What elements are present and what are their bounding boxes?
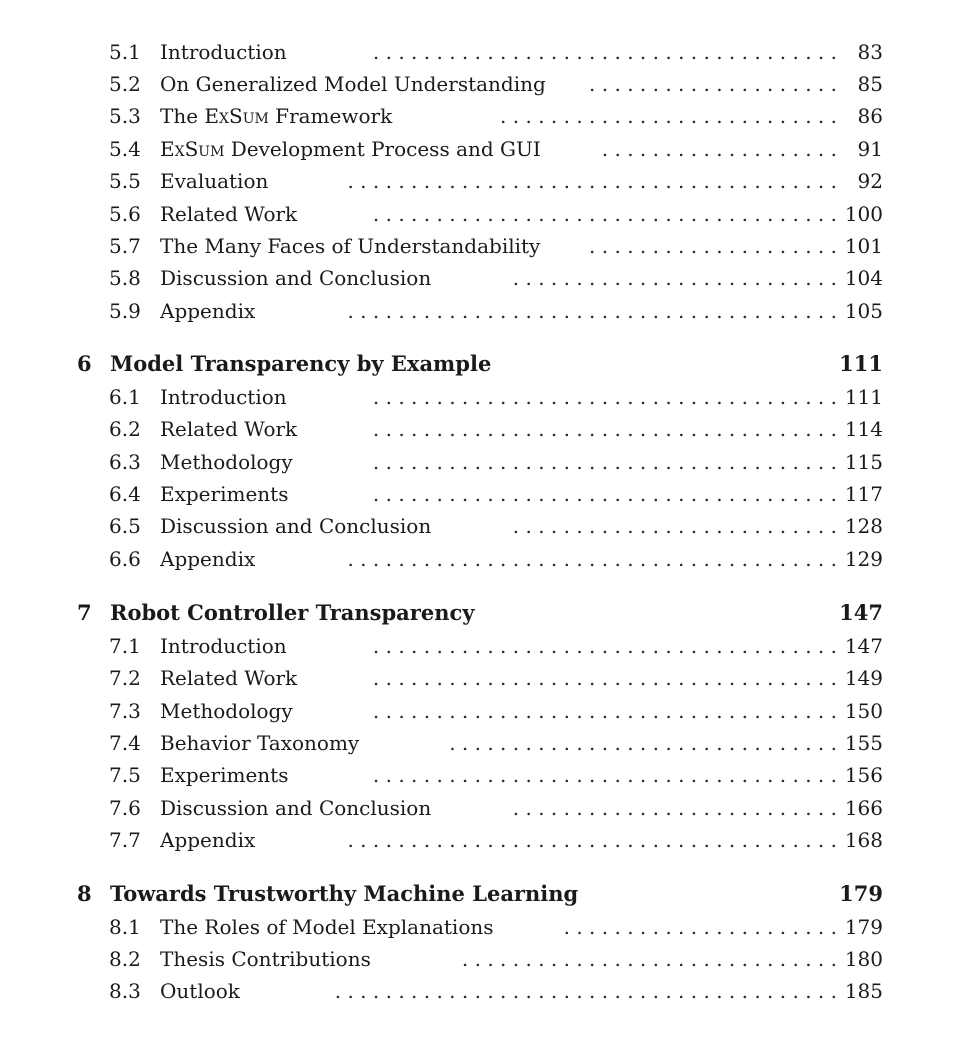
toc-entry-7-4[interactable]	[0, 728, 977, 758]
section-title: Appendix	[160, 547, 256, 571]
section-number: 7.7	[109, 828, 141, 852]
section-title: Related Work	[160, 202, 298, 226]
page-number: 83	[857, 40, 883, 64]
dot-leader: . . . . . . . . . . . . . . . . . . . . . . . . . . . . . . . . . . . . .	[372, 202, 837, 226]
page-number: 129	[844, 547, 883, 571]
toc-entry-6-6[interactable]	[0, 544, 977, 574]
toc-entry-5-7[interactable]	[0, 231, 977, 261]
section-title: Introduction	[160, 385, 287, 409]
section-title	[160, 101, 392, 131]
section-title: Related Work	[160, 417, 298, 441]
dot-leader: . . . . . . . . . . . . . . . . . . . . . . . . . . . . . . . . . . . . .	[372, 450, 837, 474]
page-number: 101	[844, 234, 883, 258]
toc-entry-7-6[interactable]	[0, 793, 977, 823]
section-title	[160, 134, 541, 164]
toc-entry-7-5[interactable]	[0, 760, 977, 790]
exsum-term: ExSum	[204, 104, 269, 128]
section-title: Appendix	[160, 299, 256, 323]
toc-entry-8-3[interactable]	[0, 976, 977, 1006]
section-number: 6.5	[109, 514, 141, 538]
toc-entry-6-2[interactable]	[0, 414, 977, 444]
section-number: 5.8	[109, 266, 141, 290]
section-title: Appendix	[160, 828, 256, 852]
section-number: 6.4	[109, 482, 141, 506]
section-title: On Generalized Model Understanding	[160, 72, 546, 96]
section-number: 7.4	[109, 731, 141, 755]
toc-entry-5-8[interactable]	[0, 263, 977, 293]
section-number: 6.2	[109, 417, 141, 441]
section-title: Experiments	[160, 482, 289, 506]
section-number: 7.5	[109, 763, 141, 787]
toc-entry-6-4[interactable]	[0, 479, 977, 509]
chapter-number: 6	[77, 351, 92, 376]
toc-entry-6-1[interactable]	[0, 382, 977, 412]
section-title: Behavior Taxonomy	[160, 731, 360, 755]
exsum-term: ExSum	[160, 137, 225, 161]
page-number: 117	[844, 482, 883, 506]
dot-leader: . . . . . . . . . . . . . . . . . . . .	[589, 234, 837, 258]
dot-leader: . . . . . . . . . . . . . . . . . . . . . . . . . . . . . . . . . . . . .	[372, 763, 837, 787]
section-number: 7.1	[109, 634, 141, 658]
section-number: 5.9	[109, 299, 141, 323]
section-title: Methodology	[160, 450, 293, 474]
section-number: 6.3	[109, 450, 141, 474]
dot-leader: . . . . . . . . . . . . . . . . . . . .	[589, 72, 837, 96]
page-number: 104	[844, 266, 883, 290]
section-title: Outlook	[160, 979, 240, 1003]
page-number: 85	[857, 72, 883, 96]
dot-leader: . . . . . . . . . . . . . . . . . . . . . . . . . . . . . . . . . . . . .	[372, 417, 837, 441]
chapter-number: 7	[77, 600, 92, 625]
section-title: Experiments	[160, 763, 289, 787]
section-number: 7.6	[109, 796, 141, 820]
section-title: Related Work	[160, 666, 298, 690]
chapter-title: Towards Trustworthy Machine Learning	[110, 881, 579, 906]
toc-entry-6-5[interactable]	[0, 511, 977, 541]
dot-leader: . . . . . . . . . . . . . . . . . . . . . . . . . . . . . . . . . . . . .	[372, 385, 837, 409]
section-title: Discussion and Conclusion	[160, 796, 432, 820]
dot-leader: . . . . . . . . . . . . . . . . . . . . . . . . . . . . . . . . . . . . . . .	[347, 828, 837, 852]
dot-leader: . . . . . . . . . . . . . . . . . . . . . . . . . . . . . . . . . . . . . . .	[347, 547, 837, 571]
section-number: 6.1	[109, 385, 141, 409]
dot-leader: . . . . . . . . . . . . . . . . . . . . . .	[563, 915, 837, 939]
page-number: 111	[844, 385, 883, 409]
section-number: 5.7	[109, 234, 141, 258]
toc-chapter-7[interactable]	[0, 598, 977, 628]
page-number: 156	[844, 763, 883, 787]
page-number: 166	[844, 796, 883, 820]
dot-leader: . . . . . . . . . . . . . . . . . . .	[601, 137, 837, 161]
dot-leader: . . . . . . . . . . . . . . . . . . . . . . . . . . . . . .	[461, 947, 837, 971]
page-number: 185	[844, 979, 883, 1003]
page-number: 180	[844, 947, 883, 971]
page-number: 147	[844, 634, 883, 658]
section-number: 5.1	[109, 40, 141, 64]
chapter-number: 8	[77, 881, 92, 906]
dot-leader: . . . . . . . . . . . . . . . . . . . . . . . . . .	[512, 514, 837, 538]
toc-entry-5-5[interactable]	[0, 166, 977, 196]
section-title: The Roles of Model Explanations	[160, 915, 494, 939]
section-number: 5.5	[109, 169, 141, 193]
title-prefix: The	[160, 104, 205, 128]
section-number: 8.3	[109, 979, 141, 1003]
section-number: 5.4	[109, 137, 141, 161]
page-number: 168	[844, 828, 883, 852]
page-number: 114	[844, 417, 883, 441]
dot-leader: . . . . . . . . . . . . . . . . . . . . . . . . . . . . . . . . . . . . .	[372, 482, 837, 506]
dot-leader: . . . . . . . . . . . . . . . . . . . . . . . . . . . . . . . . . . . . . . . .	[334, 979, 837, 1003]
section-number: 5.6	[109, 202, 141, 226]
page-number: 128	[844, 514, 883, 538]
chapter-title: Robot Controller Transparency	[110, 600, 475, 625]
page-number: 111	[839, 351, 883, 376]
page-number: 179	[844, 915, 883, 939]
toc-entry-8-1[interactable]	[0, 912, 977, 942]
dot-leader: . . . . . . . . . . . . . . . . . . . . . . . . . . .	[500, 104, 837, 128]
toc-entry-5-4[interactable]	[0, 134, 977, 164]
dot-leader: . . . . . . . . . . . . . . . . . . . . . . . . . .	[512, 266, 837, 290]
toc-entry-8-2[interactable]	[0, 944, 977, 974]
chapter-title: Model Transparency by Example	[110, 351, 492, 376]
page-number: 105	[844, 299, 883, 323]
dot-leader: . . . . . . . . . . . . . . . . . . . . . . . . . . . . . . . . . . . . .	[372, 666, 837, 690]
section-number: 5.2	[109, 72, 141, 96]
title-suffix: Framework	[268, 104, 393, 128]
page-number: 115	[844, 450, 883, 474]
section-number: 8.2	[109, 947, 141, 971]
dot-leader: . . . . . . . . . . . . . . . . . . . . . . . . . . . . . . .	[449, 731, 837, 755]
page-number: 149	[844, 666, 883, 690]
toc-entry-7-3[interactable]	[0, 696, 977, 726]
page-number: 100	[844, 202, 883, 226]
dot-leader: . . . . . . . . . . . . . . . . . . . . . . . . . . . . . . . . . . . . .	[372, 699, 837, 723]
section-title: Introduction	[160, 634, 287, 658]
section-title: Evaluation	[160, 169, 269, 193]
dot-leader: . . . . . . . . . . . . . . . . . . . . . . . . . . . . . . . . . . . . .	[372, 634, 837, 658]
page-number: 91	[857, 137, 883, 161]
toc-chapter-8[interactable]	[0, 879, 977, 909]
section-title: The Many Faces of Understandability	[160, 234, 541, 258]
toc-entry-5-6[interactable]	[0, 199, 977, 229]
section-number: 5.3	[109, 104, 141, 128]
page-number: 86	[857, 104, 883, 128]
dot-leader: . . . . . . . . . . . . . . . . . . . . . . . . . . . . . . . . . . . . .	[372, 40, 837, 64]
page-number: 179	[839, 881, 883, 906]
toc-entry-7-7[interactable]	[0, 825, 977, 855]
toc-entry-7-1[interactable]	[0, 631, 977, 661]
dot-leader: . . . . . . . . . . . . . . . . . . . . . . . . . . . . . . . . . . . . . . .	[347, 169, 837, 193]
toc-entry-5-2[interactable]	[0, 69, 977, 99]
section-title: Thesis Contributions	[160, 947, 371, 971]
toc-entry-5-3[interactable]	[0, 101, 977, 131]
page-number: 150	[844, 699, 883, 723]
dot-leader: . . . . . . . . . . . . . . . . . . . . . . . . . .	[512, 796, 837, 820]
toc-entry-5-9[interactable]	[0, 296, 977, 326]
section-title: Discussion and Conclusion	[160, 514, 432, 538]
toc-entry-6-3[interactable]	[0, 447, 977, 477]
section-number: 8.1	[109, 915, 141, 939]
page-number: 147	[839, 600, 883, 625]
section-number: 7.3	[109, 699, 141, 723]
section-title: Introduction	[160, 40, 287, 64]
title-suffix: Development Process and GUI	[224, 137, 541, 161]
section-number: 6.6	[109, 547, 141, 571]
section-number: 7.2	[109, 666, 141, 690]
section-title: Methodology	[160, 699, 293, 723]
page-number: 92	[857, 169, 883, 193]
toc-entry-7-2[interactable]	[0, 663, 977, 693]
section-title: Discussion and Conclusion	[160, 266, 432, 290]
toc-entry-5-1[interactable]	[0, 37, 977, 67]
dot-leader: . . . . . . . . . . . . . . . . . . . . . . . . . . . . . . . . . . . . . . .	[347, 299, 837, 323]
toc-chapter-6[interactable]	[0, 349, 977, 379]
page-number: 155	[844, 731, 883, 755]
